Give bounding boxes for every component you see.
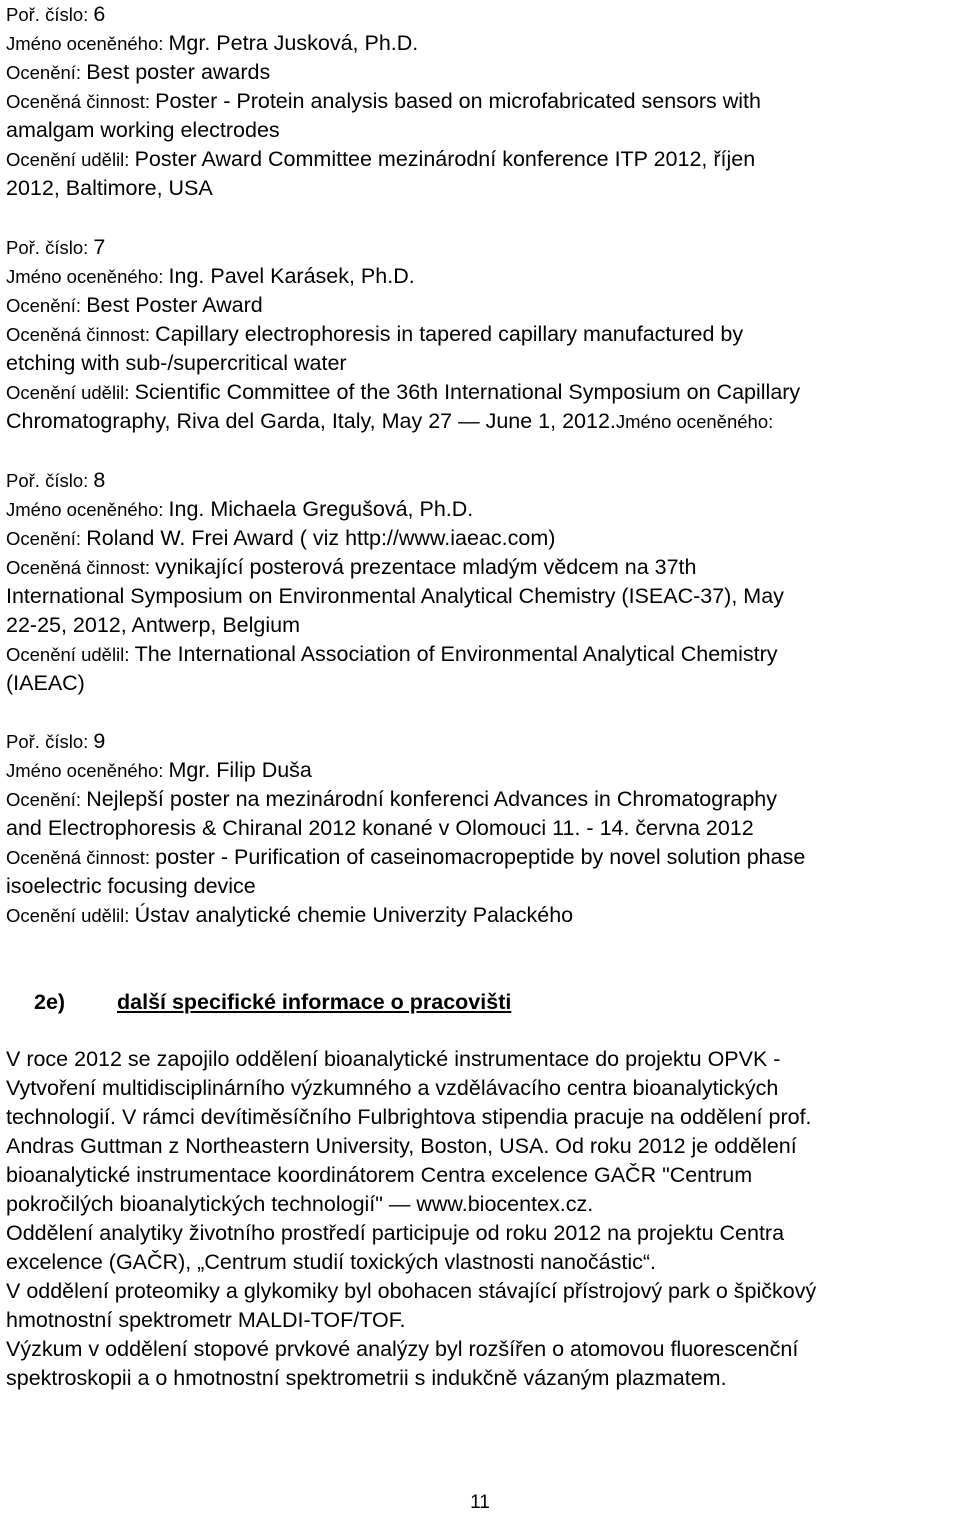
award-9-line [6,901,573,930]
award-6-line [6,0,105,29]
award-8-line [6,611,300,640]
field-value: Roland W. Frei Award ( viz http://www.iaeac.com) [86,526,556,550]
section-number: 2e) [34,990,66,1014]
award-7-line [6,291,263,320]
award-6-line [6,174,213,203]
field-label: Poř. číslo: [6,731,94,752]
field-value: Ing. Pavel Karásek, Ph.D. [168,264,415,288]
award-9-line [6,785,777,814]
award-7-line [6,349,347,378]
field-label: Jméno oceněného: [6,266,169,287]
field-value: 22-25, 2012, Antwerp, Belgium [6,613,301,637]
award-6-line [6,145,755,174]
field-value: Poster Award Committee mezinárodní konference ITP 2012, říjen [134,147,756,171]
field-value: Ing. Michaela Gregušová, Ph.D. [168,497,474,521]
field-value: Scientific Committee of the 36th International Symposium on Capillary [134,380,801,404]
field-value: 2012, Baltimore, USA [6,176,213,200]
award-7-line [6,407,773,436]
field-label: Jméno oceněného: [6,499,169,520]
award-8-line [6,466,105,495]
paragraph-line: hmotnostní spektrometr MALDI-TOF/TOF. [6,1308,406,1332]
field-label: Poř. číslo: [6,4,94,25]
award-8-line [6,582,784,611]
paragraph-line: pokročilých bioanalytických technologií" — www.biocentex.cz. [6,1192,594,1216]
field-value: Mgr. Filip Duša [168,758,312,782]
field-value: International Symposium on Environmental Analytical Chemistry (ISEAC-37), May [6,584,784,608]
award-7-line [6,262,415,291]
award-9-line [6,814,754,843]
field-value: poster - Purification of caseinomacropeptide by novel solution phase [155,845,806,869]
field-label: Ocenění: [6,789,87,810]
field-label: Oceněná činnost: [6,557,156,578]
field-label: Ocenění: [6,62,87,83]
paragraph-line: Výzkum v oddělení stopové prvkové analýzy byl rozšířen o atomovou fluorescenční [6,1337,799,1361]
field-value: Mgr. Petra Jusková, Ph.D. [168,31,419,55]
award-6-line [6,116,280,145]
award-6-line [6,87,761,116]
field-value: 8 [93,468,106,492]
award-8-line [6,553,696,582]
field-label: Ocenění udělil: [6,644,135,665]
award-7-line [6,233,105,262]
field-value: Best Poster Award [86,293,263,317]
paragraph-line: technologií. V rámci devítiměsíčního Fulbrightova stipendia pracuje na oddělení prof. [6,1105,812,1129]
field-label: Jméno oceněného: [615,411,774,432]
field-label: Oceněná činnost: [6,847,156,868]
field-value: amalgam working electrodes [6,118,280,142]
paragraph-line: Vytvoření multidisciplinárního výzkumného a vzdělávacího centra bioanalytických [6,1076,779,1100]
paragraph-line: V roce 2012 se zapojilo oddělení bioanalytické instrumentace do projektu OPVK - [6,1047,781,1071]
award-8-line [6,669,85,698]
field-value: Capillary electrophoresis in tapered capillary manufactured by [155,322,744,346]
paragraph-line: excelence (GAČR), „Centrum studií toxických vlastnosti nanočástic“. [6,1250,657,1274]
field-value: and Electrophoresis & Chiranal 2012 konané v Olomouci 11. - 14. června 2012 [6,816,754,840]
field-label: Oceněná činnost: [6,91,156,112]
field-label: Ocenění: [6,528,87,549]
award-9-line [6,727,105,756]
field-label: Ocenění udělil: [6,382,135,403]
paragraph-line: spektroskopii a o hmotnostní spektrometrii s indukčně vázaným plazmatem. [6,1366,727,1390]
field-value: 9 [93,729,106,753]
field-value: Nejlepší poster na mezinárodní konferenci Advances in Chromatography [86,787,777,811]
field-value: Poster - Protein analysis based on microfabricated sensors with [155,89,761,113]
award-9-line [6,872,256,901]
field-label: Jméno oceněného: [6,760,169,781]
award-6-line [6,29,418,58]
field-label: Poř. číslo: [6,237,94,258]
field-value: 6 [93,2,106,26]
award-8-line [6,495,473,524]
award-9-line [6,756,312,785]
award-7-line [6,378,800,407]
field-value: (IAEAC) [6,671,85,695]
field-value: Best poster awards [86,60,271,84]
field-value: The International Association of Environmental Analytical Chemistry [134,642,778,666]
field-label: Ocenění udělil: [6,905,135,926]
field-label: Jméno oceněného: [6,33,169,54]
page-number: 11 [470,1492,490,1513]
field-value: etching with sub-/supercritical water [6,351,347,375]
field-label: Oceněná činnost: [6,324,156,345]
field-value: 7 [93,235,106,259]
paragraph-line: bioanalytické instrumentace koordinátorem Centra excelence GAČR "Centrum [6,1163,753,1187]
field-value: isoelectric focusing device [6,874,256,898]
paragraph-line: Oddělení analytiky životního prostředí participuje od roku 2012 na projektu Centra [6,1221,785,1245]
paragraph-line: V oddělení proteomiky a glykomiky byl obohacen stávající přístrojový park o špičkový [6,1279,817,1303]
field-value: vynikající posterová prezentace mladým vědcem na 37th [155,555,697,579]
award-6-line [6,58,270,87]
paragraph-line: Andras Guttman z Northeastern University, Boston, USA. Od roku 2012 je oddělení [6,1134,797,1158]
field-label: Poř. číslo: [6,470,94,491]
field-label: Ocenění udělil: [6,149,135,170]
field-value: Chromatography, Riva del Garda, Italy, May 27 — June 1, 2012. [6,409,616,433]
field-value: Ústav analytické chemie Univerzity Palackého [134,903,574,927]
award-8-line [6,640,778,669]
field-label: Ocenění: [6,295,87,316]
section-title: další specifické informace o pracovišti [117,990,512,1014]
award-7-line [6,320,743,349]
award-9-line [6,843,805,872]
award-8-line [6,524,555,553]
